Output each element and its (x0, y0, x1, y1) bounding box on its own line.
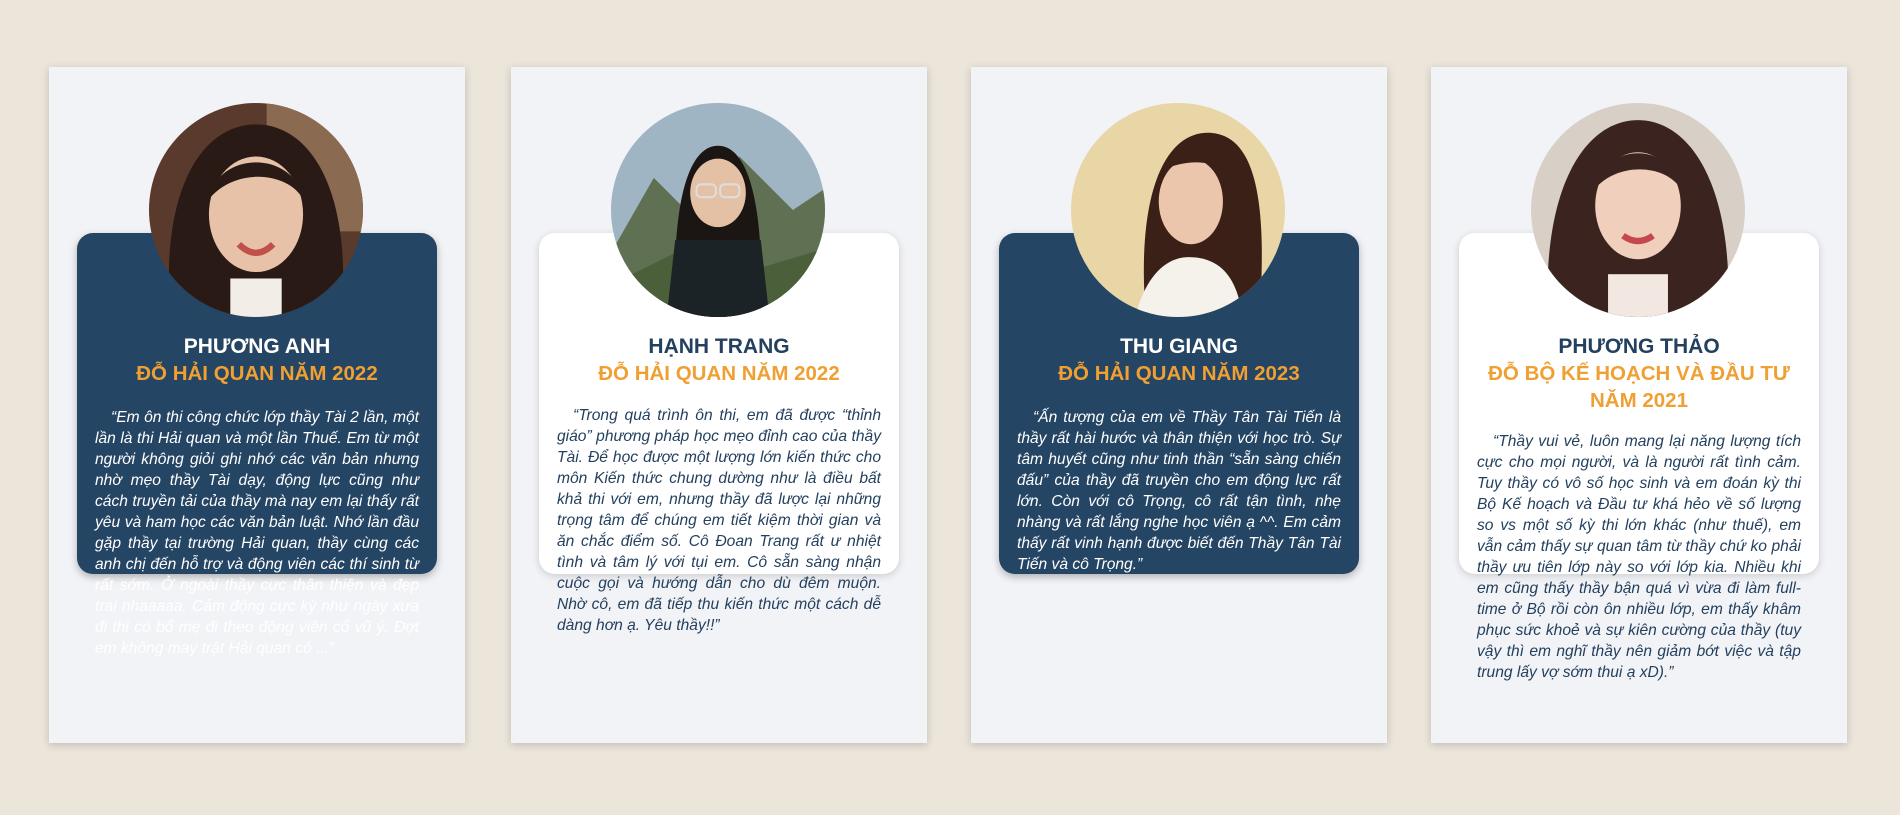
exam-result: ĐỖ HẢI QUAN NĂM 2022 (598, 362, 840, 385)
testimonial-card (1431, 67, 1847, 743)
testimonial-card (511, 67, 927, 743)
testimonial-card (49, 67, 465, 743)
exam-result: ĐỖ HẢI QUAN NĂM 2023 (1058, 362, 1300, 385)
testimonial-quote: “Em ôn thi công chức lớp thầy Tài 2 lần, một lần là thi Hải quan và một lần Thuế. Em từ một người không giỏi ghi nhớ các văn bản nhưng nhờ mẹo thầy Tài dạy, động lực cũng như cách truyền tải của thầy mà nay em lại thấy rất yêu và ham học các văn bản luật. Nhớ lần đầu gặp thầy tại trường Hải quan, thầy cùng các anh chị đến hỗ trợ và động viên các thí sinh từ rất sớm. Ở ngoài thầy cực thân thiện và đẹp trai nhaaaaa. Cảm động cực kỳ như ngày xưa đi thi có bố mẹ đi theo động viên cổ vũ ý. Đợt em không may trật Hải quan có ...” (95, 409, 419, 657)
student-photo (1071, 103, 1285, 317)
testimonial-quote: “Ấn tượng của em về Thầy Tân Tài Tiến là thầy rất hài hước và thân thiện với học trò. Sự tâm huyết cũng như tinh thần “sẵn sàng chiến đấu” của thầy đã truyền cho em động lực rất lớn. Còn với cô Trọng, cô rất tận tình, nhẹ nhàng và rất lắng nghe học viên ạ ^^. Em cảm thấy rất vinh hạnh được biết đến Thầy Tân Tài Tiến và cô Trọng.” (1017, 409, 1341, 573)
student-name: THU GIANG (1120, 335, 1238, 358)
student-photo (611, 103, 825, 317)
testimonial-card (971, 67, 1387, 743)
testimonial-quote: “Trong quá trình ôn thi, em đã được “thỉnh giáo” phương pháp học mẹo đỉnh cao của thầy Tài. Để học được một lượng lớn kiến thức cho môn Kiến thức chung dường như là điều bất khả thi với em, nhưng thầy đã lược lại những trọng tâm để chúng em tiết kiệm thời gian và ăn chắc điểm số. Cô Đoan Trang rất ư nhiệt tình và tâm lý với tụi em. Cô sẵn sàng nhận cuộc gọi và hướng dẫn cho dù đêm muộn. Nhờ cô, em đã tiếp thu kiến thức một cách dễ dàng hơn ạ. Yêu thầy!!” (557, 407, 881, 634)
testimonial-quote: “Thầy vui vẻ, luôn mang lại năng lượng tích cực cho mọi người, và là người rất tình cảm. Tuy thầy có vô số học sinh và em đoán kỳ thi Bộ Kế hoạch và Đầu tư khá hẻo về số lượng so vs một số kỳ thi lớn khác (như thuế), em vẫn cảm thấy sự quan tâm từ thầy chứ ko phải thầy ưu tiên lớp này so với lớp kia. Nhiều khi em cũng thấy thầy bận quá vì vừa đi làm full-time ở Bộ rồi còn ôn nhiều lớp, em thấy khâm phục sức khoẻ và sự kiên cường của thầy (tuy vậy thì em nghĩ thầy nên giảm bớt việc và tập trung lấy vợ sớm thui ạ xD).” (1477, 433, 1801, 681)
student-name: PHƯƠNG ANH (183, 335, 331, 358)
student-photo (1531, 103, 1745, 317)
exam-result: ĐỖ HẢI QUAN NĂM 2022 (136, 362, 378, 385)
student-photo (149, 103, 363, 317)
student-name: PHƯƠNG THẢO (1558, 335, 1720, 358)
exam-result: ĐỖ BỘ KẾ HOẠCH VÀ ĐẦU TƯ NĂM 2021 (1488, 362, 1790, 412)
student-name: HẠNH TRANG (648, 335, 790, 358)
